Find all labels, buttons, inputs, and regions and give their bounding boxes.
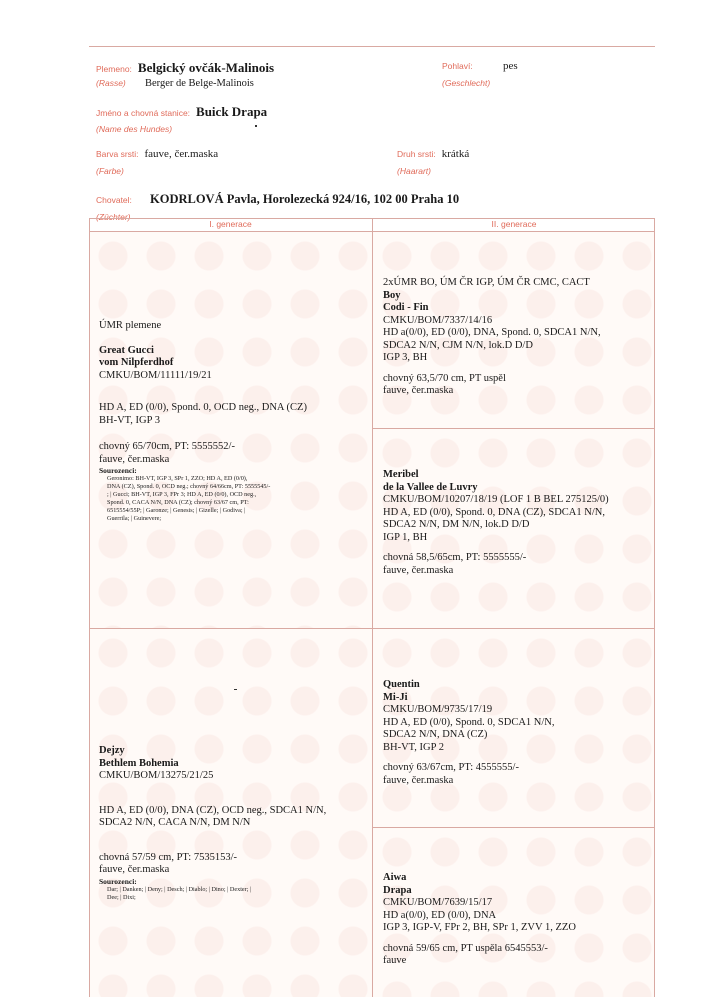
sire-dam-color: fauve, čer.maska: [383, 564, 454, 576]
sire-dam-name-2: de la Vallee de Luvry: [383, 481, 478, 493]
sire-dam-name-1: Meribel: [383, 469, 419, 480]
dog-name: Buick Drapa: [196, 104, 268, 119]
breeder-label-de: (Züchter): [96, 212, 131, 222]
grid-line: [654, 219, 655, 997]
dam-health-2: SDCA2 N/N, CACA N/N, DM N/N: [99, 817, 251, 828]
dam-sibling-line: Dar; | Danken; | Deny; | Desch; | Diablo; | Dino; | Dexter; |: [107, 885, 252, 893]
coat-label: Druh srsti:: [397, 149, 436, 159]
dam-sire-health-1: HD A, ED (0/0), Spond. 0, SDCA1 N/N,: [383, 716, 555, 728]
grid-line: [373, 428, 655, 429]
grid-line: [89, 219, 90, 997]
sire-dam-work: IGP 1, BH: [383, 531, 428, 543]
sire-dam-health-1: HD A, ED (0/0), Spond. 0, DNA (CZ), SDCA1 N/N,: [383, 506, 605, 518]
stray-mark: [255, 125, 257, 127]
dam-dam-name-1: Aiwa: [383, 872, 407, 883]
color-label-de: (Farbe): [96, 166, 124, 176]
sex-value: pes: [503, 60, 518, 72]
dam-dam-health-1: HD a(0/0), ED (0/0), DNA: [383, 909, 497, 921]
grid-line: [373, 827, 655, 828]
dam-cell: [89, 629, 372, 997]
dam-siblings-label: Sourozenci:: [99, 876, 137, 886]
sire-dam-reg: CMKU/BOM/10207/18/19 (LOF 1 B BEL 275125/0): [383, 494, 609, 505]
stray-mark: [234, 689, 237, 690]
sire-siblings: [99, 475, 366, 523]
dam-sire-health-2: SDCA2 N/N, DNA (CZ): [383, 729, 488, 740]
sire-health-2: BH-VT, IGP 3: [99, 414, 160, 426]
sire-name-1: Great Gucci: [99, 344, 154, 356]
dam-dam-name-2: Drapa: [383, 884, 412, 896]
name-label: Jméno a chovná stanice:: [96, 108, 191, 118]
sex-label-de: (Geschlecht): [442, 78, 491, 88]
dam-dam-reg: CMKU/BOM/7639/15/17: [383, 897, 493, 908]
sire-dam-health-2: SDCA2 N/N, DM N/N, lok.D D/D: [383, 519, 530, 530]
dam-sibling-line: Dee; | Dixi;: [107, 893, 136, 901]
grid-line: [372, 219, 373, 997]
dam-sire-name-2: Mi-Ji: [383, 691, 408, 703]
dam-sire-name-1: Quentin: [383, 679, 420, 690]
first-generation-header: I. generace: [89, 219, 372, 232]
name-block: [96, 104, 267, 137]
dam-sire-cell: [373, 629, 655, 827]
sire-dam-size: chovná 58,5/65cm, PT: 5555555/-: [383, 552, 527, 563]
sire-sibling-line: Guerrila; | Guinevere;: [107, 515, 162, 522]
sire-sire-titles: 2xÚMR BO, ÚM ČR IGP, ÚM ČR CMC, CACT: [383, 277, 590, 288]
dam-sire-reg: CMKU/BOM/9735/17/19: [383, 704, 493, 715]
breed-label-de: (Rasse): [96, 78, 126, 88]
dam-name-1: Dejzy: [99, 745, 125, 756]
sire-sire-name-1: Boy: [383, 289, 401, 301]
dam-sire-color: fauve, čer.maska: [383, 774, 454, 786]
sire-sire-reg: CMKU/BOM/7337/14/16: [383, 314, 493, 326]
dam-name-2: Bethlem Bohemia: [99, 757, 179, 769]
breeder-value: KODRLOVÁ Pavla, Horolezecká 924/16, 102 00 Praha 10: [150, 192, 460, 206]
sire-sire-work: IGP 3, BH: [383, 352, 428, 363]
sire-name-2: vom Nilpferdhof: [99, 357, 174, 368]
color-label: Barva srsti:: [96, 149, 139, 159]
sire-sire-size: chovný 63,5/70 cm, PT uspěl: [383, 372, 506, 384]
dam-size: chovná 57/59 cm, PT: 7535153/-: [99, 851, 238, 863]
sire-sibling-line: ; | Gucci; BH-VT, IGP 3, FPr 3; HD A, ED (0/0), OCD neg.,: [107, 491, 257, 498]
dam-color: fauve, čer.maska: [99, 864, 170, 875]
coat-value: krátká: [441, 148, 470, 160]
breed-value-alt: Berger de Belge-Malinois: [145, 78, 254, 89]
dam-dam-color: fauve: [383, 955, 407, 966]
sire-sibling-line: Spond. 0, CACA N/N, DNA (CZ); chovný 63/67 cm, PT:: [107, 499, 249, 506]
coat-block: [397, 148, 469, 179]
sire-sire-name-2: Codi - Fin: [383, 302, 429, 313]
sire-sibling-line: DNA (CZ), Spond. 0, OCD neg.; chovný 64/66cm, PT: 5555545/-: [107, 483, 271, 490]
sire-siblings-label: Sourozenci:: [99, 466, 137, 475]
dam-dam-cell: [373, 828, 655, 997]
sire-sire-cell: [373, 232, 655, 428]
sex-label: Pohlaví:: [442, 61, 473, 71]
pedigree-grid: [89, 218, 655, 997]
second-generation-header: II. generace: [373, 219, 655, 232]
dam-sire-work: BH-VT, IGP 2: [383, 741, 444, 753]
breed-block: [96, 60, 274, 90]
sire-title: ÚMR plemene: [99, 320, 162, 331]
sex-block: [442, 60, 518, 91]
dam-dam-size: chovná 59/65 cm, PT uspěla 6545553/-: [383, 942, 548, 954]
color-value: fauve, čer.maska: [144, 148, 219, 160]
sire-health-1: HD A, ED (0/0), Spond. 0, OCD neg., DNA (CZ): [99, 402, 307, 413]
dam-health-1: HD A, ED (0/0), DNA (CZ), OCD neg., SDCA1 N/N,: [99, 804, 327, 816]
sire-sire-color: fauve, čer.maska: [383, 385, 454, 396]
sire-color: fauve, čer.maska: [99, 453, 170, 465]
sire-sibling-line: 6515554/55P; | Garonze; | Genesis; | Gizelle; | Godiva; |: [107, 507, 246, 514]
breeder-label: Chovatel:: [96, 195, 132, 205]
color-block: [96, 148, 218, 179]
dam-reg: CMKU/BOM/13275/21/25: [99, 770, 214, 781]
coat-label-de: (Haarart): [397, 166, 432, 176]
name-label-de: (Name des Hundes): [96, 124, 173, 134]
breed-label: Plemeno:: [96, 64, 132, 74]
sire-cell: [89, 232, 372, 628]
sire-reg: CMKU/BOM/11111/19/21: [99, 369, 212, 381]
pedigree-document: [89, 46, 655, 996]
dam-dam-work: IGP 3, IGP-V, FPr 2, BH, SPr 1, ZVV 1, ZZO: [383, 922, 576, 933]
dam-siblings: [99, 886, 366, 902]
sire-dam-cell: [373, 429, 655, 628]
dam-sire-size: chovný 63/67cm, PT: 4555555/-: [383, 762, 519, 773]
sire-sire-health-1: HD a(0/0), ED (0/0), DNA, Spond. 0, SDCA1 N/N,: [383, 327, 601, 338]
sire-sibling-line: Geronimo: BH-VT, IGP 3, SPr 1, ZZO; HD A, ED (0/0),: [107, 475, 248, 482]
grid-line: [89, 628, 655, 629]
sire-sire-health-2: SDCA2 N/N, CJM N/N, lok.D D/D: [383, 339, 533, 351]
breed-value: Belgický ovčák-Malinois: [137, 60, 275, 75]
sire-size: chovný 65/70cm, PT: 5555552/-: [99, 441, 235, 452]
